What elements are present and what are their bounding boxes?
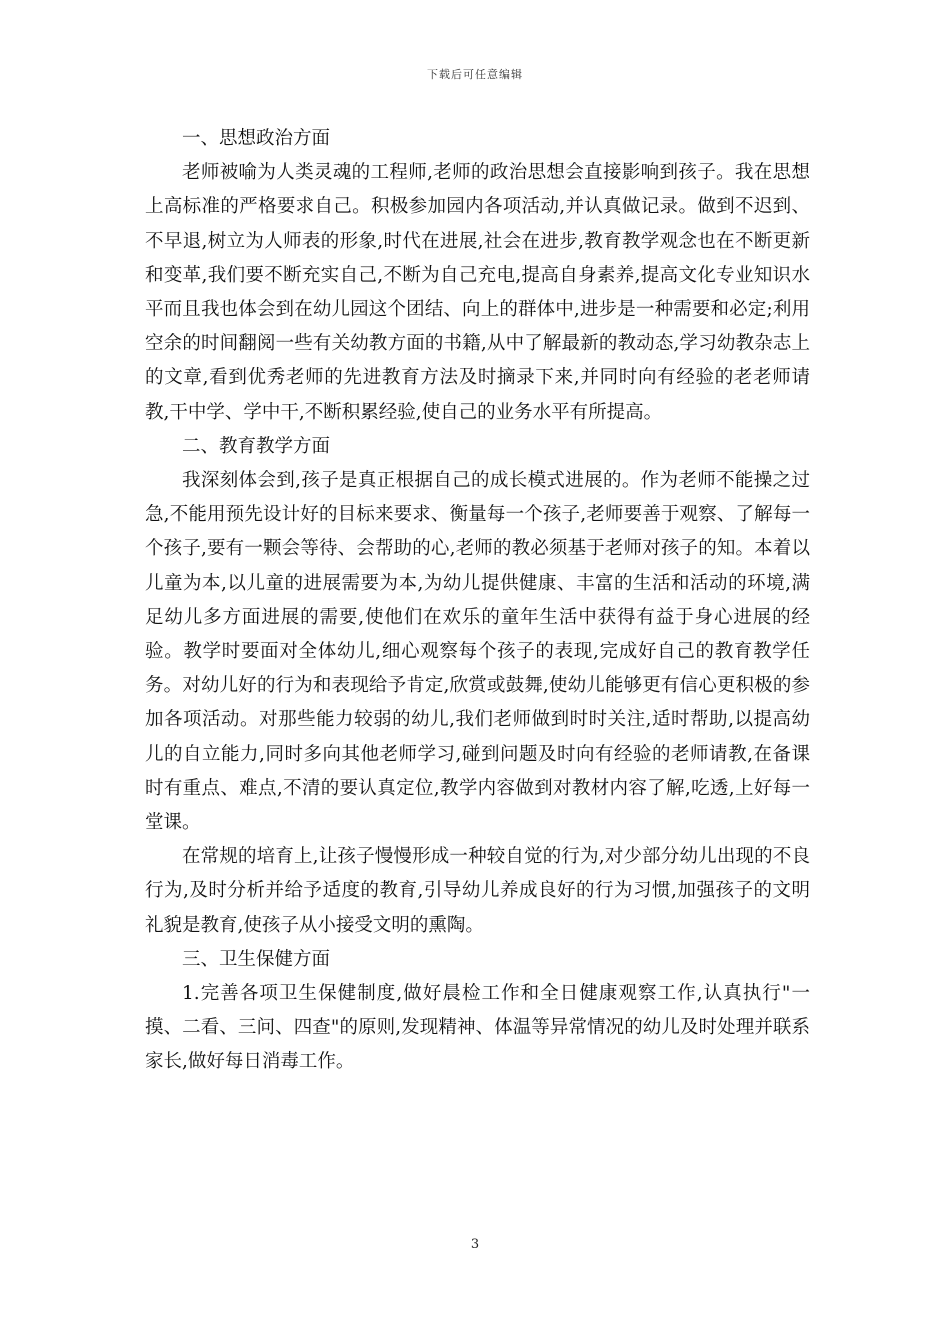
paragraph-politics: 老师被喻为人类灵魂的工程师,老师的政治思想会直接影响到孩子。我在思想上高标准的严格要求自己。积极参加园内各项活动,并认真做记录。做到不迟到、不早退,树立为人师表的形象,时代在进展,社会在进步,教育教学观念也在不断更新和变革,我们要不断充实自己,不断为自己充电,提高自身素养,提高文化专业知识水平而且我也体会到在幼儿园这个团结、向上的群体中,进步是一种需要和必定;利用空余的时间翻阅一些有关幼教方面的书籍,从中了解最新的教动态,学习幼教杂志上的文章,看到优秀老师的先进教育方法及时摘录下来,并同时向有经验的老老师请教,干中学、学中干,不断积累经验,使自己的业务水平有所提高。 <box>145 162 810 423</box>
document-body <box>145 122 810 1080</box>
page-number: 3 <box>470 1237 480 1252</box>
page-header-note: 下载后可任意编辑 <box>427 68 523 81</box>
paragraph-health-1: 1.完善各项卫生保健制度,做好晨检工作和全日健康观察工作,认真执行"一摸、二看、三问、四查"的原则,发现精神、体温等异常情况的幼儿及时处理并联系家长,做好每日消毒工作。 <box>145 983 810 1073</box>
section-heading-politics: 一、思想政治方面 <box>182 128 331 149</box>
section-heading-health: 三、卫生保健方面 <box>182 948 331 970</box>
paragraph-teaching-2: 在常规的培育上,让孩子慢慢形成一种较自觉的行为,对少部分幼儿出现的不良行为,及时分析并给予适度的教育,引导幼儿养成良好的行为习惯,加强孩子的文明礼貌是教育,使孩子从小接受文明的熏陶。 <box>145 846 810 936</box>
section-heading-teaching: 二、教育教学方面 <box>182 435 331 457</box>
paragraph-teaching-1: 我深刻体会到,孩子是真正根据自己的成长模式进展的。作为老师不能操之过急,不能用预先设计好的目标来要求、衡量每一个孩子,老师要善于观察、了解每一个孩子,要有一颗会等待、会帮助的心,老师的教必须基于老师对孩子的知。本着以儿童为本,以儿童的进展需要为本,为幼儿提供健康、丰富的生活和活动的环境,满足幼儿多方面进展的需要,使他们在欢乐的童年生活中获得有益于身心进展的经验。教学时要面对全体幼儿,细心观察每个孩子的表现,完成好自己的教育教学任务。对幼儿好的行为和表现给予肯定,欣赏或鼓舞,使幼儿能够更有信心更积极的参加各项活动。对那些能力较弱的幼儿,我们老师做到时时关注,适时帮助,以提高幼儿的自立能力,同时多向其他老师学习,碰到问题及时向有经验的老师请教,在备课时有重点、难点,不清的要认真定位,教学内容做到对教材内容了解,吃透,上好每一堂课。 <box>145 470 810 834</box>
